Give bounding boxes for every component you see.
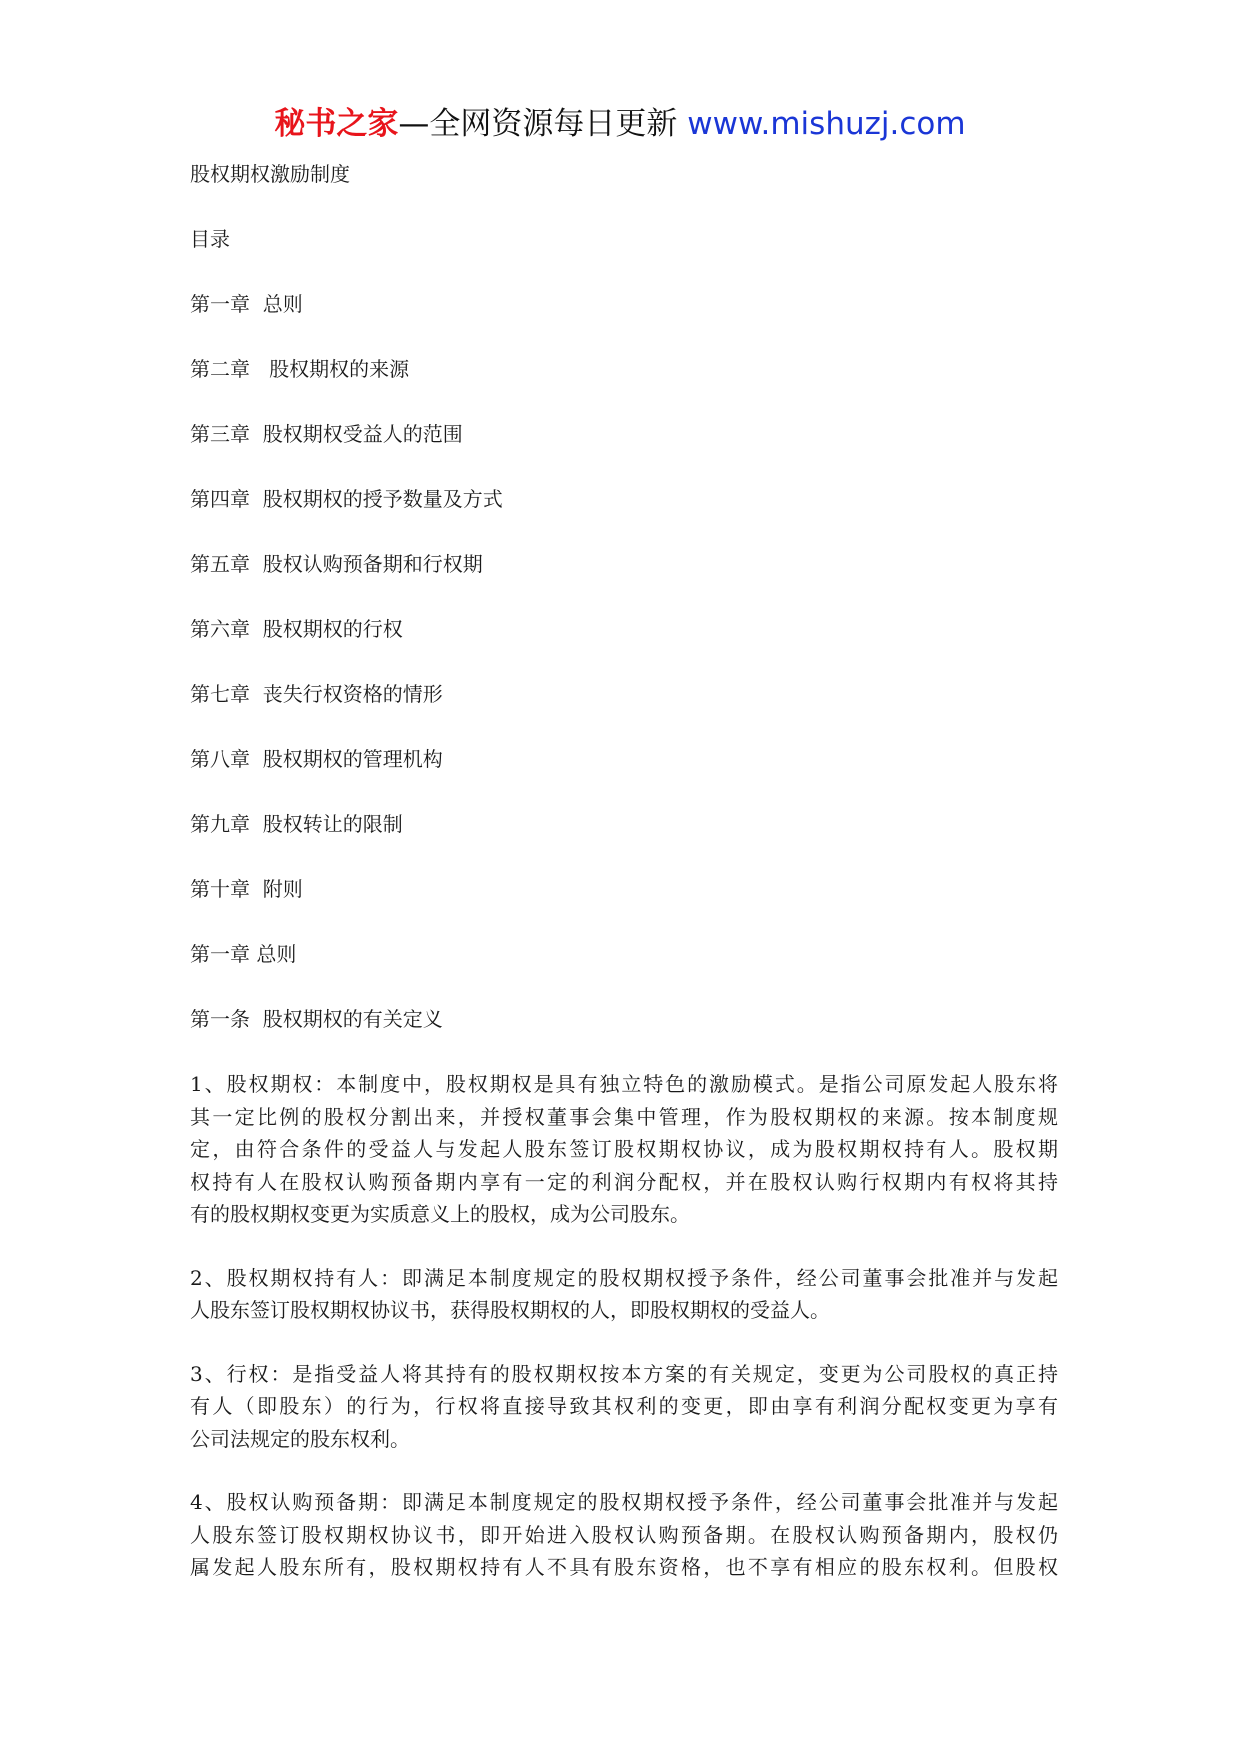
- toc-item: 第九章 股权转让的限制: [190, 812, 403, 836]
- table-of-contents: [190, 288, 1058, 905]
- header-url-link[interactable]: www.mishuzj.com: [687, 106, 966, 142]
- article-heading: 第一条 股权期权的有关定义: [190, 1007, 443, 1031]
- header-brand: 秘书之家: [274, 106, 399, 142]
- chapter-heading: 第一章 总则: [190, 942, 297, 966]
- document-title: 股权期权激励制度: [190, 162, 350, 186]
- toc-item: 第四章 股权期权的授予数量及方式: [190, 487, 503, 511]
- paragraph-line: 人股东签订股权期权协议书，获得股权期权的人，即股权期权的受益人。: [190, 1298, 830, 1322]
- paragraph-definition-3: [190, 1358, 1058, 1456]
- paragraph-line: 4、股权认购预备期：即满足本制度规定的股权期权授予条件，经公司董事会批准并与发起: [190, 1490, 1058, 1514]
- paragraph-line: 人股东签订股权期权协议书，即开始进入股权认购预备期。在股权认购预备期内，股权仍: [190, 1522, 1058, 1547]
- document-body: [190, 158, 1058, 1615]
- paragraph-line: 有的股权期权变更为实质意义上的股权，成为公司股东。: [190, 1202, 690, 1226]
- paragraph-line: 2、股权期权持有人：即满足本制度规定的股权期权授予条件，经公司董事会批准并与发起: [190, 1265, 1058, 1290]
- paragraph-line: 3、行权：是指受益人将其持有的股权期权按本方案的有关规定，变更为公司股权的真正持: [190, 1361, 1058, 1386]
- paragraph-line: 其一定比例的股权分割出来，并授权董事会集中管理，作为股权期权的来源。按本制度规: [190, 1104, 1058, 1129]
- paragraph-line: 定，由符合条件的受益人与发起人股东签订股权期权协议，成为股权期权持有人。股权期: [190, 1137, 1058, 1161]
- toc-item: 第三章 股权期权受益人的范围: [190, 422, 463, 446]
- toc-item: 第五章 股权认购预备期和行权期: [190, 552, 483, 576]
- paragraph-line: 公司法规定的股东权利。: [190, 1426, 410, 1451]
- toc-item: 第十章 附则: [190, 877, 303, 901]
- toc-item: 第七章 丧失行权资格的情形: [190, 682, 443, 706]
- toc-item: 第二章 股权期权的来源: [190, 357, 410, 381]
- toc-item: 第一章 总则: [190, 292, 303, 316]
- toc-item: 第六章 股权期权的行权: [190, 617, 403, 641]
- paragraph-definition-4: [190, 1486, 1058, 1584]
- paragraph-line: 权持有人在股权认购预备期内享有一定的利润分配权，并在股权认购行权期内有权将其持: [190, 1169, 1058, 1194]
- paragraph-definition-2: [190, 1262, 1058, 1327]
- header-tagline: —全网资源每日更新: [398, 106, 688, 142]
- toc-heading: 目录: [190, 227, 230, 251]
- paragraph-line: 属发起人股东所有，股权期权持有人不具有股东资格，也不享有相应的股东权利。但股权: [190, 1555, 1058, 1579]
- watermark-header: [0, 104, 1240, 144]
- paragraph-definition-1: [190, 1068, 1058, 1231]
- paragraph-line: 有人（即股东）的行为，行权将直接导致其权利的变更，即由享有利润分配权变更为享有: [190, 1394, 1058, 1418]
- paragraph-line: 1、股权期权：本制度中，股权期权是具有独立特色的激励模式。是指公司原发起人股东将: [190, 1072, 1058, 1096]
- toc-item: 第八章 股权期权的管理机构: [190, 747, 443, 771]
